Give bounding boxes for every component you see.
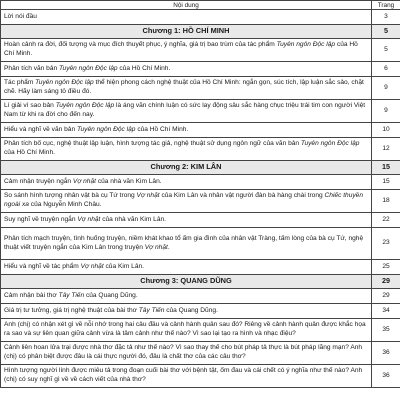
- entry-text: Hiểu và nghĩ về văn bản: [4, 125, 77, 133]
- chapter-heading-row: [1, 161, 400, 175]
- entry-title: [1, 77, 372, 100]
- page-number: 36: [372, 342, 400, 365]
- toc-entry-row: [1, 138, 400, 161]
- entry-title: [1, 213, 372, 228]
- entry-text: Hoàn cảnh ra đời, đối tượng và mục đích thuyết phục, ý nghĩa, giá trị bao trùm của tác phẩm: [4, 41, 277, 49]
- entry-text: là áng văn chính luận có sức lay động sâu sắc hàng chục triệu trái tim con người Việt Nam từ khi ra đời cho đến nay.: [4, 102, 366, 118]
- work-title: Tuyên ngôn Độc lập: [55, 102, 115, 110]
- work-title: Vợ nhặt: [72, 177, 96, 185]
- entry-title: [1, 304, 372, 319]
- toc-entry-row: [1, 190, 400, 213]
- work-title: Tuyên ngôn Độc lập: [35, 79, 94, 87]
- chapter-title: Chương 2: KIM LÂN: [1, 161, 372, 175]
- page-number: 36: [372, 365, 400, 388]
- entry-text: của Quang Dũng.: [164, 306, 218, 314]
- entry-text: Phân tích mạch truyện, tình huống truyện, niềm khát khao tổ ấm gia đình của nhân vật Tràng, tấm lòng của bà cụ Tứ, nghệ thuật viết truyện ngắn của Kim Lân trong truyện: [4, 234, 364, 251]
- toc-entry-row: [1, 10, 400, 25]
- page-number: 15: [372, 175, 400, 190]
- work-title: Tây Tiến: [138, 306, 165, 314]
- entry-title: [1, 342, 372, 365]
- entry-text: của Kim Lân.: [103, 262, 144, 270]
- entry-text: Suy nghĩ về truyện ngắn: [4, 215, 78, 223]
- entry-text: Hình tượng người lính được miêu tả trong đoạn cuối bài thơ với bệnh tật, ốm đau và cái chết có ý nghĩa như thế nào? Anh (chị) có suy nghĩ gì về về cách viết của nhà thơ?: [4, 367, 363, 383]
- entry-text: Giá trị tư tưởng, giá trị nghệ thuật của bài thơ: [4, 306, 139, 314]
- toc-entry-row: [1, 365, 400, 388]
- work-title: Vợ nhặt: [136, 192, 160, 200]
- page-number: 6: [372, 62, 400, 77]
- work-title: Tuyên ngôn Độc lập: [59, 64, 118, 72]
- entry-text: Hiểu và nghĩ về tác phẩm: [4, 262, 81, 270]
- header-page: Trang: [372, 1, 400, 10]
- page-number: 9: [372, 100, 400, 123]
- toc-entry-row: [1, 260, 400, 275]
- entry-text: của Nguyễn Minh Châu.: [28, 201, 102, 208]
- entry-title: [1, 260, 372, 275]
- toc-entry-row: [1, 39, 400, 62]
- toc-entry-row: [1, 213, 400, 228]
- toc-entry-row: [1, 77, 400, 100]
- entry-text: Lí giải vì sao bản: [4, 102, 56, 110]
- entry-title: [1, 289, 372, 304]
- entry-title: [1, 175, 372, 190]
- toc-entry-row: [1, 175, 400, 190]
- entry-text: So sánh hình tượng nhân vật bà cụ Tứ trong: [4, 192, 137, 200]
- page-number: 34: [372, 304, 400, 319]
- entry-text: thể hiện phong cách nghệ thuật của Hồ Chí Minh: ngắn gọn, súc tích, lập luận sắc sảo, chặt chẽ. Hãy làm sáng tỏ điều đó.: [4, 79, 364, 95]
- page-number: 29: [372, 289, 400, 304]
- toc-entry-row: [1, 100, 400, 123]
- page-number: 10: [372, 123, 400, 138]
- entry-title: [1, 10, 372, 25]
- page-number: 29: [372, 275, 400, 289]
- entry-text: Cảm nhận bài thơ: [4, 291, 59, 299]
- page-number: 3: [372, 10, 400, 25]
- entry-text: Lời nói đầu: [4, 12, 37, 20]
- work-title: Vợ nhặt: [77, 215, 101, 223]
- entry-text: Phân tích bố cục, nghệ thuật lập luận, hình tượng tác giả, nghệ thuật sử dụng ngôn ngữ của văn bản: [4, 140, 301, 148]
- entry-text: của Hồ Chí Minh.: [135, 125, 189, 133]
- entry-text: của Hồ Chí Minh.: [4, 149, 55, 156]
- toc-header-row: [1, 1, 400, 10]
- toc-entry-row: [1, 123, 400, 138]
- toc-entry-row: [1, 342, 400, 365]
- entry-text: của Kim Lân và nhân vật người đàn bà hàng chài trong: [159, 192, 325, 200]
- entry-title: [1, 100, 372, 123]
- entry-title: [1, 123, 372, 138]
- entry-text: Anh (chị) có nhận xét gì về nỗi nhớ trong hai câu đầu và cảnh hành quân sau đó? Riêng về cảnh hành quân được khắc họa ra sao và sự liên quan giữa cảnh vừa là tâm cảnh như thế nào? Vì sao lại tạo ra hình và nhạc điệu?: [4, 321, 366, 337]
- toc-entry-row: [1, 228, 400, 260]
- entry-text: của nhà văn Kim Lân.: [95, 177, 162, 185]
- work-title: Tuyên ngôn Độc lập: [300, 140, 360, 148]
- work-title: Tuyên ngôn Độc lập: [76, 125, 136, 133]
- chapter-heading-row: [1, 275, 400, 289]
- page-number: 5: [372, 25, 400, 39]
- toc-entry-row: [1, 304, 400, 319]
- entry-text: của Quang Dũng.: [84, 291, 138, 299]
- page-number: 22: [372, 213, 400, 228]
- entry-text: của Hồ Chí Minh.: [117, 64, 171, 72]
- page-number: 5: [372, 39, 400, 62]
- entry-title: [1, 62, 372, 77]
- entry-text: của nhà văn Kim Lân.: [100, 215, 167, 223]
- entry-text: Tác phẩm: [4, 79, 36, 87]
- entry-title: [1, 228, 372, 260]
- chapter-title: Chương 1: HỒ CHÍ MINH: [1, 25, 372, 39]
- entry-text: .: [167, 243, 170, 251]
- toc-entry-row: [1, 289, 400, 304]
- entry-text: Phân tích văn bản: [4, 64, 59, 72]
- page-number: 12: [372, 138, 400, 161]
- entry-text: Cảnh liên hoan lửa trại được nhà thơ đặc tả như thế nào? Vì sao thay thế cho bút pháp tả thực là bút pháp lãng mạn? Anh (chị) có phân biệt được đâu là cái thực người đó, đâu là chất thơ của các câu thơ?: [4, 344, 363, 360]
- entry-text: của Hồ Chí Minh.: [4, 41, 358, 57]
- entry-title: [1, 138, 372, 161]
- chapter-heading-row: [1, 25, 400, 39]
- work-title: Tây Tiến: [58, 291, 85, 299]
- work-title: Vợ nhặt: [144, 243, 168, 251]
- toc-entry-row: [1, 62, 400, 77]
- entry-text: Cảm nhận truyện ngắn: [4, 177, 73, 185]
- page-number: 18: [372, 190, 400, 213]
- page-number: 25: [372, 260, 400, 275]
- entry-title: [1, 190, 372, 213]
- toc-body: [1, 10, 400, 388]
- toc-entry-row: [1, 319, 400, 342]
- work-title: Chiếc thuyền ngoài xa: [4, 192, 364, 208]
- work-title: Tuyên ngôn Độc lập: [276, 41, 336, 49]
- entry-title: [1, 319, 372, 342]
- work-title: Vợ nhặt: [80, 262, 104, 270]
- page-number: 23: [372, 228, 400, 260]
- page-number: 9: [372, 77, 400, 100]
- page-number: 15: [372, 161, 400, 175]
- header-content: Nội dung: [1, 1, 372, 10]
- entry-title: [1, 365, 372, 388]
- page-number: 35: [372, 319, 400, 342]
- entry-title: [1, 39, 372, 62]
- chapter-title: Chương 3: QUANG DŨNG: [1, 275, 372, 289]
